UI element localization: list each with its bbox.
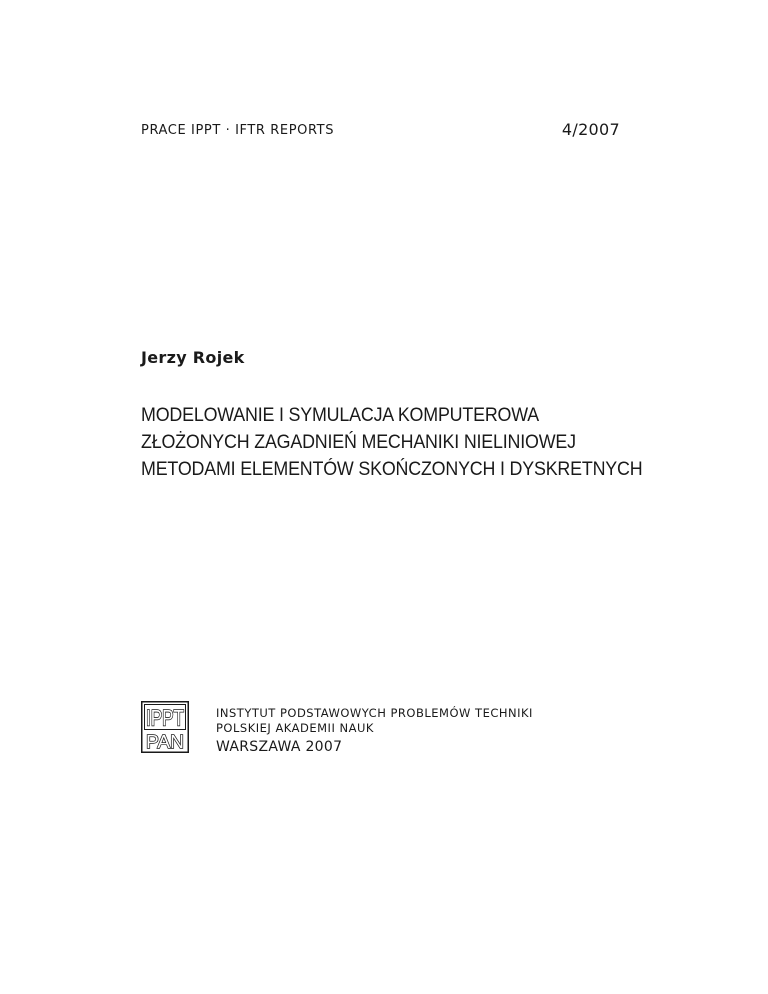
title-line-1: MODELOWANIE I SYMULACJA KOMPUTEROWA	[141, 405, 539, 426]
author-name: Jerzy Rojek	[141, 348, 245, 367]
issue-number: 4/2007	[561, 120, 620, 139]
place-year: WARSZAWA 2007	[216, 739, 343, 755]
series-name: PRACE IPPT · IFTR REPORTS	[141, 123, 335, 138]
title-line-3: METODAMI ELEMENTÓW SKOŃCZONYCH I DYSKRETNYCH	[141, 459, 643, 480]
publisher-name	[216, 706, 533, 736]
title-line-2: ZŁOŻONYCH ZAGADNIEŃ MECHANIKI NIELINIOWEJ	[141, 432, 576, 453]
report-title	[141, 402, 643, 483]
logo-bottom-text: PAN	[146, 732, 184, 752]
logo-top-text: IPPT	[146, 705, 184, 731]
publisher-line-1: INSTYTUT PODSTAWOWYCH PROBLEMÓW TECHNIKI	[216, 706, 533, 720]
ippt-pan-logo-icon	[141, 701, 189, 753]
publisher-line-2: POLSKIEJ AKADEMII NAUK	[216, 721, 374, 735]
